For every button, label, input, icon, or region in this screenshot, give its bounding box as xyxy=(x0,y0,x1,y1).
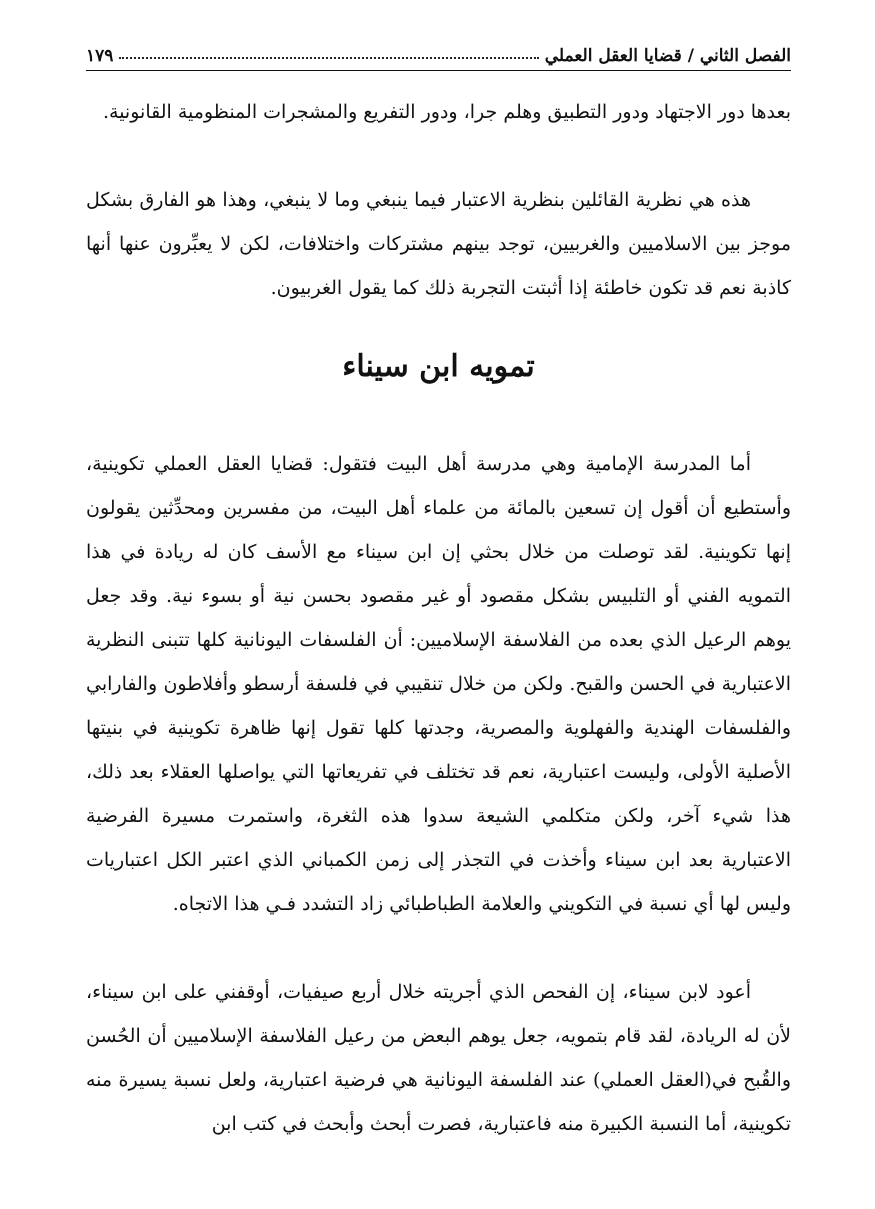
dot-leader xyxy=(119,56,538,59)
paragraph-3: أما المدرسة الإمامية وهي مدرسة أهل البيت فتقول: قضايا العقل العملي تكوينية، وأستطيع أن أقول إن تسعين بالمائة من علماء أهل البيت، من مفسرين ومحدِّثين يقولون إنها تكوينية. لقد توصلت من خلال بحثي إن ابن سيناء مع الأسف كان له ريادة في هذا التمويه الفني أو التلبيس بشكل مقصود أو غير مقصود بحسن نية أو بسوء نية. وقد جعل يوهم الرعيل الذي بعده من الفلاسفة الإسلاميين: أن الفلسفات اليونانية كلها تتبنى النظرية الاعتبارية في الحسن والقبح. ولكن من خلال تنقيبي في فلسفة أرسطو وأفلاطون والفارابي والفلسفات الهندية والفهلوية والمصرية، وجدتها كلها تقول إنها ظاهرة تكوينية في بنيتها الأصلية الأولى، وليست اعتبارية، نعم قد تختلف في تفريعاتها التي يواصلها العقلاء بعد ذلك، هذا شيء آخر، ولكن متكلمي الشيعة سدوا هذه الثغرة، واستمرت مسيرة الفرضية الاعتبارية بعد ابن سيناء وأخذت في التجذر إلى زمن الكمباني الذي اعتبر الكل اعتباريات وليس لها أي نسبة في التكويني والعلامة الطباطبائي زاد التشدد فـي هذا الاتجاه. xyxy=(86,453,791,915)
header-rule xyxy=(86,70,791,71)
page-number: ١٧٩ xyxy=(86,46,114,66)
paragraph-1: بعدها دور الاجتهاد ودور التطبيق وهلم جرا، ودور التفريع والمشجرات المنظومية القانونية. xyxy=(102,101,791,123)
chapter-title: الفصل الثاني / قضايا العقل العملي xyxy=(544,46,791,66)
paragraph-4: أعود لابن سيناء، إن الفحص الذي أجريته خلال أربع صيفيات، أوقفني على ابن سيناء، لأن له الريادة، لقد قام بتمويه، جعل يوهم البعض من رعيل الفلاسفة الإسلاميين أن الحُسن والقُبح في(العقل العملي) عند الفلسفة اليونانية هي فرضية اعتبارية، ولعل نسبة يسيرة منه تكوينية، أما النسبة الكبيرة منه فاعتبارية، فصرت أبحث وأبحث في كتب ابن xyxy=(86,981,791,1135)
section-title: تمويه ابن سيناء xyxy=(342,349,535,384)
running-header xyxy=(86,30,791,66)
paragraph-2: هذه هي نظرية القائلين بنظرية الاعتبار فيما ينبغي وما لا ينبغي، وهذا هو الفارق بشكل موجز بين الاسلاميين والغربيين، توجد بينهم مشتركات واختلافات، لكن لا يعبِّرون عنها أنها كاذبة نعم قد تكون خاطئة إذا أثبتت التجربة ذلك كما يقول الغربيون. xyxy=(86,189,791,299)
